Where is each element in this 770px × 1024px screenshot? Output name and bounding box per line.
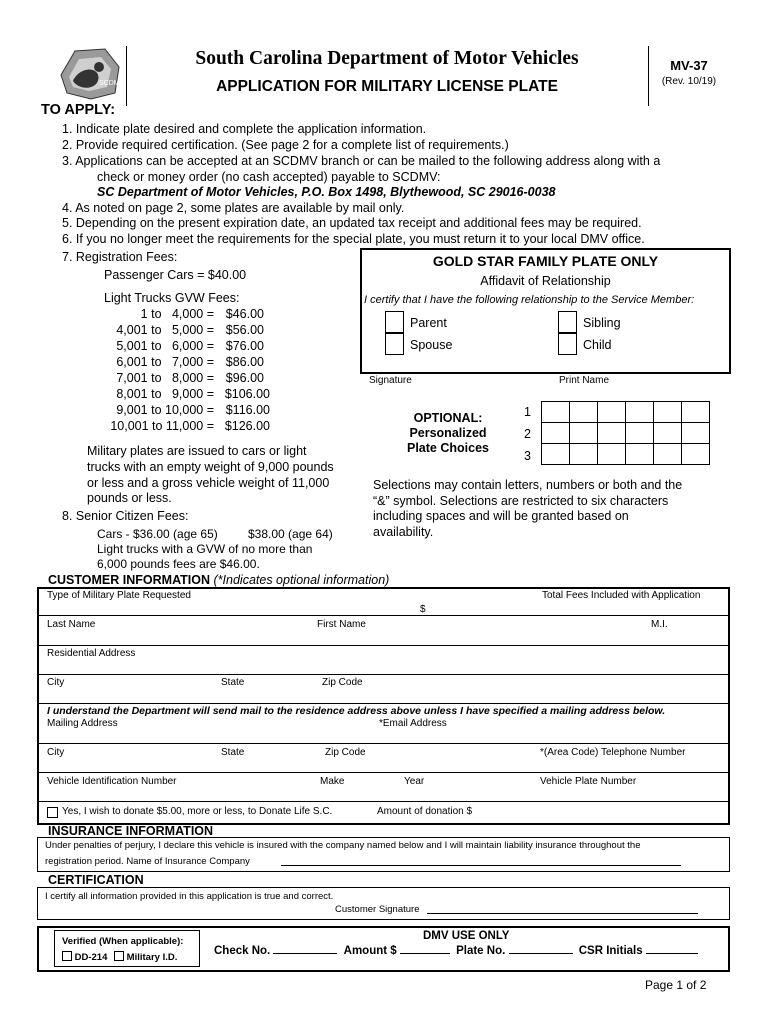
last-name-field[interactable]: Last Name: [47, 619, 96, 630]
gold-star-subtitle: Affidavit of Relationship: [480, 274, 611, 288]
fee-range: 7,001 to 8,000 =: [116, 371, 214, 385]
military-note-4: pounds or less.: [87, 491, 172, 505]
military-note-1: Military plates are issued to cars or light: [87, 444, 307, 458]
fee-amount: $106.00: [224, 387, 270, 401]
instruction-4: 4. As noted on page 2, some plates are available by mail only.: [62, 201, 405, 215]
row-divider: [37, 615, 730, 616]
city-field[interactable]: City: [47, 677, 65, 688]
fee-row: [90, 387, 270, 403]
mailing-address-field[interactable]: Mailing Address: [47, 718, 118, 729]
plate-char-cell[interactable]: [682, 423, 710, 444]
fee-range: 10,001 to 11,000 =: [110, 419, 214, 433]
sibling-label: Sibling: [583, 316, 621, 330]
optional-line: OPTIONAL:: [413, 411, 483, 425]
fee-light-trucks-heading: Light Trucks GVW Fees:: [104, 291, 240, 305]
mailing-state-field[interactable]: State: [221, 747, 245, 758]
csr-initials-label: CSR Initials: [578, 945, 643, 957]
plate-char-cell[interactable]: [570, 402, 598, 423]
fee-range: 9,001 to 10,000 =: [116, 403, 214, 417]
page-number: Page 1 of 2: [645, 978, 707, 992]
instruction-3: 3. Applications can be accepted at an SCDMV branch or can be mailed to the following address along with a: [62, 154, 661, 168]
state-field[interactable]: State: [221, 677, 245, 688]
mailing-notice: I understand the Department will send mail to the residence address above unless I have specified a mailing address below.: [47, 705, 666, 717]
print-name-line[interactable]: [555, 372, 729, 373]
row-divider: [37, 674, 730, 675]
certification-text: I certify all information provided in this application is true and correct.: [45, 891, 334, 902]
insurance-declaration: Under penalties of perjury, I declare this vehicle is insured with the company named below and I will maintain liability insurance throughout the: [45, 840, 641, 851]
plate-char-cell[interactable]: [654, 423, 682, 444]
fee-range: 6,001 to 7,000 =: [116, 355, 214, 369]
plate-number-input[interactable]: [509, 944, 573, 954]
verified-label: Verified (When applicable):: [62, 936, 184, 947]
customer-info-heading: CUSTOMER INFORMATION: [48, 573, 211, 587]
spouse-checkbox[interactable]: [385, 333, 404, 355]
plate-number-field[interactable]: Vehicle Plate Number: [540, 776, 637, 787]
parent-label: Parent: [410, 316, 447, 330]
plate-char-cell[interactable]: [654, 444, 682, 465]
military-id-label: Military I.D.: [126, 952, 178, 963]
mailing-address-scdmv: SC Department of Motor Vehicles, P.O. Box 1498, Blythewood, SC 29016-0038: [97, 185, 556, 199]
fee-row: [90, 403, 270, 419]
plate-char-cell[interactable]: [626, 402, 654, 423]
instruction-1: 1. Indicate plate desired and complete the application information.: [62, 122, 427, 136]
donate-checkbox[interactable]: [47, 807, 58, 818]
fee-row: [90, 323, 270, 339]
plate-char-cell[interactable]: [682, 402, 710, 423]
signature-line[interactable]: [362, 372, 550, 373]
check-number-label: Check No.: [214, 945, 271, 957]
gold-star-certify: I certify that I have the following relationship to the Service Member:: [364, 294, 695, 306]
customer-signature-label: Customer Signature: [335, 904, 420, 915]
fee-amount: $116.00: [225, 403, 270, 417]
instruction-6: 6. If you no longer meet the requirements for the special plate, you must return it to your local DMV office.: [62, 232, 645, 246]
verified-options: [62, 951, 177, 963]
insurance-company-input[interactable]: [281, 865, 681, 866]
fee-amount: $76.00: [225, 339, 264, 353]
row-divider: [37, 801, 730, 802]
fee-amount: $46.00: [225, 307, 264, 321]
military-id-checkbox[interactable]: [114, 951, 124, 961]
form-number: MV-37: [670, 58, 708, 73]
amount-input[interactable]: [400, 944, 450, 954]
senior-trucks-2: 6,000 pounds fees are $46.00.: [97, 557, 260, 571]
military-note-2: trucks with an empty weight of 9,000 pounds: [87, 460, 334, 474]
scdmv-logo: [55, 45, 125, 101]
plate-char-cell[interactable]: [598, 423, 626, 444]
selection-note-3: including spaces and will be granted based on: [373, 509, 629, 523]
fee-table: [90, 307, 270, 435]
dd214-label: DD-214: [74, 952, 108, 963]
donate-label: Yes, I wish to donate $5.00, more or less, to Donate Life S.C.: [62, 806, 333, 817]
first-name-field[interactable]: First Name: [317, 619, 366, 630]
middle-initial-field[interactable]: M.I.: [651, 619, 668, 630]
agency-name: South Carolina Department of Motor Vehicles: [195, 48, 579, 69]
plate-choice-row-3: [542, 444, 710, 465]
year-field[interactable]: Year: [404, 776, 425, 787]
selection-note-2: “&” symbol. Selections are restricted to six characters: [373, 494, 669, 508]
mailing-zip-field[interactable]: Zip Code: [325, 747, 366, 758]
selection-note-4: availability.: [373, 525, 434, 539]
dmv-use-heading: DMV USE ONLY: [423, 930, 510, 942]
customer-info-heading-wrap: [48, 573, 389, 587]
instruction-3-cont: check or money order (no cash accepted) payable to SCDMV:: [97, 170, 441, 184]
instruction-5: 5. Depending on the present expiration date, an updated tax receipt and additional fees may be required.: [62, 216, 642, 230]
fee-range: 5,001 to 6,000 =: [116, 339, 214, 353]
instruction-2: 2. Provide required certification. (See page 2 for a complete list of requirements.): [62, 138, 509, 152]
residential-address-field[interactable]: Residential Address: [47, 648, 136, 659]
dd214-checkbox[interactable]: [62, 951, 72, 961]
gold-star-title: GOLD STAR FAMILY PLATE ONLY: [432, 253, 659, 269]
plate-char-cell[interactable]: [542, 444, 570, 465]
senior-trucks-1: Light trucks with a GVW of no more than: [97, 542, 313, 556]
plate-char-cell[interactable]: [626, 423, 654, 444]
fee-row: [90, 339, 270, 355]
fee-amount: $86.00: [225, 355, 264, 369]
senior-cars-64: $38.00 (age 64): [248, 527, 333, 541]
insurance-heading: INSURANCE INFORMATION: [48, 824, 214, 838]
check-number-input[interactable]: [273, 944, 337, 954]
plate-choice-number-3: 3: [524, 449, 531, 463]
vin-field[interactable]: Vehicle Identification Number: [47, 776, 177, 787]
plate-char-cell[interactable]: [598, 444, 626, 465]
amount-label: Amount $: [343, 945, 397, 957]
plate-choice-number-2: 2: [524, 427, 531, 441]
fee-range: 1 to 4,000 =: [140, 307, 214, 321]
parent-checkbox[interactable]: [385, 311, 404, 333]
plate-char-cell[interactable]: [654, 402, 682, 423]
signature-label: Signature: [369, 375, 412, 386]
plate-choice-number-1: 1: [524, 405, 531, 419]
fee-range: 4,001 to 5,000 =: [116, 323, 214, 337]
plate-char-cell[interactable]: [542, 402, 570, 423]
plate-char-cell[interactable]: [598, 402, 626, 423]
row-divider: [37, 772, 730, 773]
row-divider: [37, 703, 730, 704]
plate-char-cell[interactable]: [542, 423, 570, 444]
spouse-label: Spouse: [410, 338, 453, 352]
plate-choice-row-2: [542, 423, 710, 444]
mailing-city-field[interactable]: City: [47, 747, 65, 758]
to-apply-heading: TO APPLY:: [41, 102, 116, 118]
fee-amount: $56.00: [225, 323, 264, 337]
plate-char-cell[interactable]: [682, 444, 710, 465]
fee-row: [90, 307, 270, 323]
certification-heading: CERTIFICATION: [48, 873, 144, 887]
svg-text:SCDMV: SCDMV: [99, 80, 125, 87]
plate-choice-grid: [541, 401, 710, 465]
sibling-checkbox[interactable]: [558, 311, 577, 333]
fee-row: [90, 355, 270, 371]
total-fees-field[interactable]: Total Fees Included with Application: [542, 590, 701, 601]
selection-note-1: Selections may contain letters, numbers or both and the: [373, 478, 683, 492]
make-field[interactable]: Make: [320, 776, 345, 787]
plate-choice-row-1: [542, 402, 710, 423]
print-name-label: Print Name: [559, 375, 610, 386]
child-checkbox[interactable]: [558, 333, 577, 355]
insurance-company-label: registration period. Name of Insurance Company: [45, 856, 250, 867]
optional-line: Plate Choices: [407, 441, 489, 455]
zip-field[interactable]: Zip Code: [322, 677, 363, 688]
fee-row: [90, 371, 270, 387]
row-divider: [37, 743, 730, 744]
customer-info-note: (*Indicates optional information): [213, 573, 390, 587]
fee-passenger: Passenger Cars = $40.00: [104, 268, 247, 282]
plate-number-label: Plate No.: [456, 945, 506, 957]
donation-amount-field[interactable]: Amount of donation $: [377, 806, 473, 817]
optional-heading: [392, 411, 504, 456]
fee-range: 8,001 to 9,000 =: [116, 387, 214, 401]
form-revision: (Rev. 10/19): [661, 76, 717, 87]
senior-fees-heading: 8. Senior Citizen Fees:: [62, 509, 189, 523]
fee-amount: $126.00: [224, 419, 270, 433]
fee-amount: $96.00: [225, 371, 264, 385]
email-field[interactable]: *Email Address: [379, 718, 447, 729]
total-fees-dollar: $: [420, 604, 426, 615]
senior-cars-65: Cars - $36.00 (age 65): [97, 527, 218, 541]
military-note-3: or less and a gross vehicle weight of 11,000: [87, 476, 330, 490]
csr-initials-input[interactable]: [646, 944, 698, 954]
dmv-fields-row: [214, 944, 698, 957]
plate-type-field[interactable]: Type of Military Plate Requested: [47, 590, 191, 601]
row-divider: [37, 645, 730, 646]
form-title: APPLICATION FOR MILITARY LICENSE PLATE: [216, 78, 558, 95]
plate-char-cell[interactable]: [570, 423, 598, 444]
telephone-field[interactable]: *(Area Code) Telephone Number: [540, 747, 686, 758]
plate-char-cell[interactable]: [626, 444, 654, 465]
instruction-7: 7. Registration Fees:: [62, 250, 178, 264]
fee-row: [90, 419, 270, 435]
header-divider-right: [648, 46, 649, 106]
child-label: Child: [583, 338, 612, 352]
optional-line: Personalized: [409, 426, 487, 440]
plate-char-cell[interactable]: [570, 444, 598, 465]
customer-signature-input[interactable]: [427, 913, 698, 914]
